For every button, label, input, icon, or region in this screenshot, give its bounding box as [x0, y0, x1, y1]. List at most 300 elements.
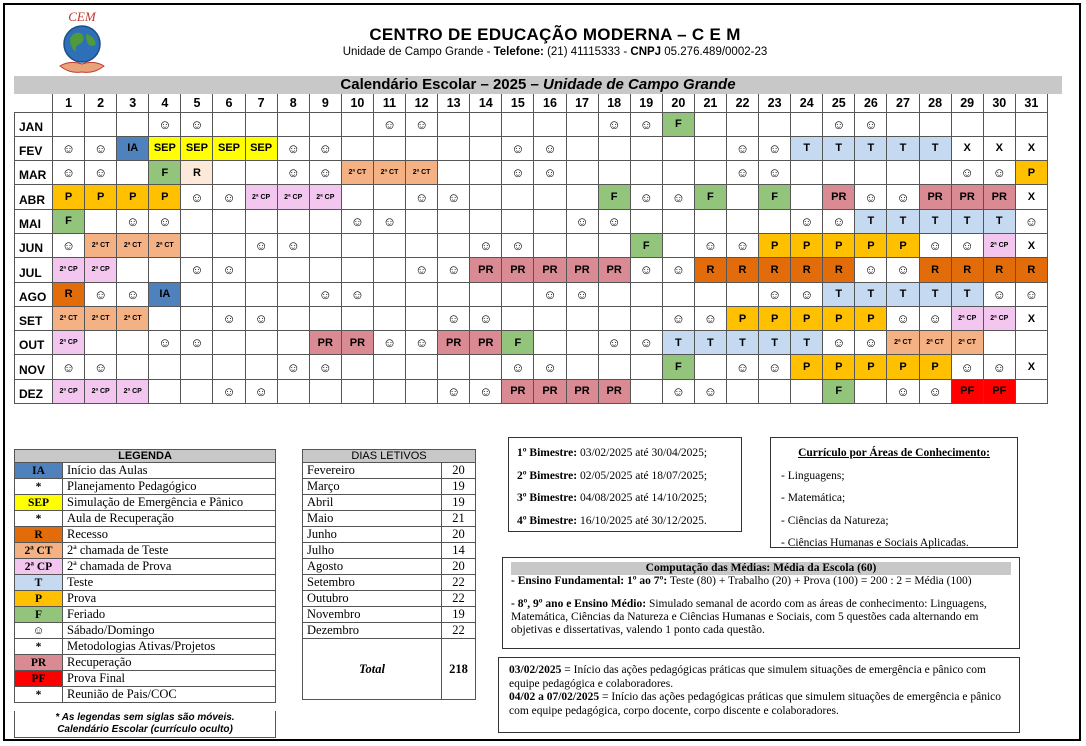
weekend-icon: ☺	[470, 306, 502, 330]
legend-label: Prova Final	[63, 671, 276, 687]
day-cell: P	[1015, 161, 1047, 185]
weekend-icon: ☺	[662, 379, 694, 403]
weekend-icon: ☺	[245, 306, 277, 330]
day-cell	[630, 306, 662, 330]
legend-label: Planejamento Pedagógico	[63, 479, 276, 495]
legend-row	[15, 575, 276, 591]
weekend-icon: ☺	[309, 282, 341, 306]
day-cell	[694, 112, 726, 136]
weekend-icon: ☺	[245, 233, 277, 257]
day-cell: PR	[919, 185, 951, 209]
days-month: Março	[303, 479, 442, 495]
weekend-icon: ☺	[630, 258, 662, 282]
day-cell: T	[694, 331, 726, 355]
day-cell	[406, 282, 438, 306]
weekend-icon: ☺	[823, 209, 855, 233]
day-cell	[598, 233, 630, 257]
day-cell	[502, 282, 534, 306]
day-cell	[759, 112, 791, 136]
day-cell: 2ª CT	[149, 233, 181, 257]
days-total-label: Total	[303, 639, 442, 700]
day-cell	[662, 233, 694, 257]
day-cell	[502, 185, 534, 209]
day-number: 31	[1015, 94, 1047, 112]
days-month: Fevereiro	[303, 463, 442, 479]
bimester-range: 04/08/2025 até 14/10/2025;	[577, 492, 708, 504]
day-cell: F	[53, 209, 85, 233]
day-cell: 2ª CT	[406, 161, 438, 185]
day-cell: 2ª CT	[85, 233, 117, 257]
day-cell: R	[759, 258, 791, 282]
day-cell: X	[951, 136, 983, 160]
day-cell	[406, 355, 438, 379]
day-cell: X	[983, 136, 1015, 160]
day-cell	[534, 209, 566, 233]
weekend-icon: ☺	[277, 161, 309, 185]
day-number: 14	[470, 94, 502, 112]
legend-label: Teste	[63, 575, 276, 591]
legend-code: 2ª CT	[15, 543, 63, 559]
day-cell: PR	[823, 185, 855, 209]
notes-box	[498, 657, 1020, 733]
day-cell	[341, 379, 373, 403]
weekend-icon: ☺	[502, 233, 534, 257]
day-number: 19	[630, 94, 662, 112]
weekend-icon: ☺	[406, 258, 438, 282]
day-cell	[470, 282, 502, 306]
month-row-nov	[15, 355, 1048, 379]
day-number: 17	[566, 94, 598, 112]
day-cell	[791, 112, 823, 136]
day-cell	[470, 185, 502, 209]
day-cell	[630, 136, 662, 160]
day-cell	[598, 136, 630, 160]
day-cell	[341, 355, 373, 379]
weekend-icon: ☺	[598, 331, 630, 355]
day-cell	[438, 112, 470, 136]
month-row-ago	[15, 282, 1048, 306]
days-count: 20	[442, 463, 476, 479]
legend-code: PF	[15, 671, 63, 687]
day-cell	[213, 161, 245, 185]
day-cell	[373, 282, 405, 306]
day-cell	[341, 112, 373, 136]
day-cell	[309, 379, 341, 403]
day-cell: SEP	[181, 136, 213, 160]
day-cell: 2ª CT	[919, 331, 951, 355]
day-cell	[85, 112, 117, 136]
day-cell	[245, 355, 277, 379]
weekend-icon: ☺	[1015, 282, 1047, 306]
day-cell	[85, 331, 117, 355]
weekend-icon: ☺	[951, 355, 983, 379]
day-cell	[373, 355, 405, 379]
day-cell	[438, 233, 470, 257]
month-label: DEZ	[15, 379, 53, 403]
day-cell	[406, 209, 438, 233]
day-number: 8	[277, 94, 309, 112]
day-cell: 2ª CT	[951, 331, 983, 355]
day-cell: 2ª CP	[53, 379, 85, 403]
month-label: FEV	[15, 136, 53, 160]
weekend-icon: ☺	[309, 161, 341, 185]
weekend-icon: ☺	[534, 136, 566, 160]
day-cell: F	[630, 233, 662, 257]
weekend-icon: ☺	[726, 161, 758, 185]
day-cell	[470, 209, 502, 233]
grades-medio: - 8º, 9º ano e Ensino Médio: Simulado semanal de acordo com as áreas de conhecimento: Linguagens, Matemática, Ciências da Natureza e Ciências Humanas e Sociais, com 5 questões cada alternando em objetivas e dissertativas, valendo 1 ponto cada questão.	[511, 598, 987, 636]
day-cell: 2ª CP	[309, 185, 341, 209]
day-cell: R	[181, 161, 213, 185]
day-cell: P	[759, 306, 791, 330]
day-cell: SEP	[213, 136, 245, 160]
day-cell: R	[823, 258, 855, 282]
day-cell	[566, 233, 598, 257]
day-cell: T	[919, 209, 951, 233]
weekend-icon: ☺	[759, 161, 791, 185]
days-row	[303, 591, 476, 607]
day-header-row	[15, 94, 1048, 112]
day-cell: T	[887, 282, 919, 306]
weekend-icon: ☺	[15, 623, 63, 639]
day-cell	[373, 258, 405, 282]
legend-code: PR	[15, 655, 63, 671]
day-cell	[887, 161, 919, 185]
day-number: 22	[726, 94, 758, 112]
curriculum-item: - Ciências Humanas e Sociais Aplicadas.	[781, 537, 969, 549]
day-cell	[181, 355, 213, 379]
month-row-abr	[15, 185, 1048, 209]
day-cell	[277, 209, 309, 233]
curriculum-item: - Matemática;	[781, 492, 846, 504]
weekend-icon: ☺	[373, 112, 405, 136]
days-count: 19	[442, 479, 476, 495]
weekend-icon: ☺	[598, 112, 630, 136]
day-cell: 2ª CT	[53, 306, 85, 330]
day-cell: 2ª CP	[245, 185, 277, 209]
weekend-icon: ☺	[438, 306, 470, 330]
day-cell	[438, 282, 470, 306]
weekend-icon: ☺	[213, 379, 245, 403]
weekend-icon: ☺	[309, 136, 341, 160]
curriculum-item: - Linguagens;	[781, 469, 845, 482]
weekend-icon: ☺	[759, 355, 791, 379]
day-cell: 2ª CP	[951, 306, 983, 330]
day-cell: P	[791, 355, 823, 379]
day-cell: P	[855, 355, 887, 379]
day-cell	[309, 306, 341, 330]
days-row	[303, 607, 476, 623]
day-number: 30	[983, 94, 1015, 112]
legend-row	[15, 591, 276, 607]
grades-box	[502, 557, 1020, 649]
days-month: Novembro	[303, 607, 442, 623]
weekend-icon: ☺	[502, 161, 534, 185]
day-cell	[117, 258, 149, 282]
legend-code: SEP	[15, 495, 63, 511]
day-cell	[919, 112, 951, 136]
weekend-icon: ☺	[53, 161, 85, 185]
day-cell: P	[823, 355, 855, 379]
days-count: 14	[442, 543, 476, 559]
weekend-icon: ☺	[694, 306, 726, 330]
day-number: 25	[823, 94, 855, 112]
day-cell: PR	[598, 379, 630, 403]
day-cell: R	[726, 258, 758, 282]
day-cell	[502, 209, 534, 233]
legend-row	[15, 687, 276, 703]
day-cell: 2ª CP	[117, 379, 149, 403]
day-number: 10	[341, 94, 373, 112]
days-count: 22	[442, 591, 476, 607]
day-cell: T	[855, 136, 887, 160]
weekend-icon: ☺	[726, 136, 758, 160]
bimester-label: 2º Bimestre:	[517, 469, 578, 482]
legend-note: * As legendas sem siglas são móveis. Calendário Escolar (currículo oculto)	[14, 711, 276, 738]
day-cell	[823, 161, 855, 185]
day-cell: 2ª CP	[53, 258, 85, 282]
day-cell	[726, 282, 758, 306]
day-cell: T	[662, 331, 694, 355]
weekend-icon: ☺	[53, 136, 85, 160]
day-cell: P	[726, 306, 758, 330]
day-cell	[534, 233, 566, 257]
day-cell: PF	[951, 379, 983, 403]
day-cell	[181, 282, 213, 306]
day-cell	[373, 379, 405, 403]
day-cell	[213, 233, 245, 257]
day-cell	[791, 185, 823, 209]
weekend-icon: ☺	[1015, 209, 1047, 233]
legend-code: F	[15, 607, 63, 623]
days-row	[303, 463, 476, 479]
day-cell: P	[759, 233, 791, 257]
day-cell	[726, 112, 758, 136]
day-cell: PR	[309, 331, 341, 355]
legend-row	[15, 543, 276, 559]
day-cell: T	[951, 209, 983, 233]
legend-code: *	[15, 479, 63, 495]
day-cell: R	[983, 258, 1015, 282]
days-row	[303, 543, 476, 559]
weekend-icon: ☺	[823, 331, 855, 355]
day-cell: F	[149, 161, 181, 185]
legend-code: P	[15, 591, 63, 607]
legend-code: *	[15, 511, 63, 527]
bimester-label: 1º Bimestre:	[517, 447, 578, 459]
day-cell	[855, 379, 887, 403]
day-cell: 2ª CP	[85, 258, 117, 282]
weekend-icon: ☺	[983, 282, 1015, 306]
bimester-line	[517, 465, 733, 488]
day-number: 21	[694, 94, 726, 112]
day-cell	[438, 355, 470, 379]
day-cell	[598, 161, 630, 185]
month-row-dez	[15, 379, 1048, 403]
day-cell: T	[887, 209, 919, 233]
weekend-icon: ☺	[919, 233, 951, 257]
day-number: 28	[919, 94, 951, 112]
day-cell: T	[951, 282, 983, 306]
month-row-fev	[15, 136, 1048, 160]
weekend-icon: ☺	[887, 306, 919, 330]
day-cell	[470, 136, 502, 160]
weekend-icon: ☺	[566, 282, 598, 306]
day-cell: F	[662, 112, 694, 136]
day-cell	[694, 161, 726, 185]
day-cell: P	[823, 306, 855, 330]
weekend-icon: ☺	[181, 112, 213, 136]
day-cell: X	[1015, 233, 1047, 257]
day-cell: R	[791, 258, 823, 282]
day-cell	[694, 209, 726, 233]
day-cell	[983, 112, 1015, 136]
legend-label: Recesso	[63, 527, 276, 543]
day-number: 18	[598, 94, 630, 112]
day-cell	[85, 209, 117, 233]
month-row-out	[15, 331, 1048, 355]
day-cell	[213, 209, 245, 233]
day-number: 5	[181, 94, 213, 112]
legend-code: *	[15, 639, 63, 655]
bimesters-box	[508, 437, 742, 532]
day-cell	[245, 258, 277, 282]
day-number: 16	[534, 94, 566, 112]
grades-title: Computação das Médias: Média da Escola (60)	[511, 562, 1011, 575]
curriculum-item: - Ciências da Natureza;	[781, 514, 889, 527]
weekend-icon: ☺	[53, 355, 85, 379]
day-cell	[406, 306, 438, 330]
weekend-icon: ☺	[181, 331, 213, 355]
days-total-value: 218	[442, 639, 476, 700]
days-row	[303, 559, 476, 575]
days-month: Outubro	[303, 591, 442, 607]
weekend-icon: ☺	[662, 185, 694, 209]
legend-row	[15, 463, 276, 479]
day-cell: R	[919, 258, 951, 282]
day-cell	[1015, 331, 1047, 355]
day-cell: T	[919, 282, 951, 306]
days-month: Dezembro	[303, 623, 442, 639]
day-cell	[309, 209, 341, 233]
day-cell: P	[887, 233, 919, 257]
weekend-icon: ☺	[213, 258, 245, 282]
weekend-icon: ☺	[726, 233, 758, 257]
days-month: Abril	[303, 495, 442, 511]
day-cell	[309, 233, 341, 257]
day-cell: T	[759, 331, 791, 355]
day-cell	[855, 161, 887, 185]
days-count: 20	[442, 527, 476, 543]
day-cell	[566, 306, 598, 330]
day-cell: IA	[117, 136, 149, 160]
day-cell: 2ª CP	[53, 331, 85, 355]
weekend-icon: ☺	[117, 209, 149, 233]
days-row	[303, 623, 476, 639]
weekend-icon: ☺	[887, 379, 919, 403]
weekend-icon: ☺	[759, 282, 791, 306]
day-cell: P	[791, 306, 823, 330]
day-cell: X	[1015, 136, 1047, 160]
weekend-icon: ☺	[149, 331, 181, 355]
weekend-icon: ☺	[534, 355, 566, 379]
month-label: JUL	[15, 258, 53, 282]
weekend-icon: ☺	[85, 355, 117, 379]
day-cell	[277, 112, 309, 136]
legend-row	[15, 559, 276, 575]
day-cell	[630, 161, 662, 185]
day-cell: P	[855, 233, 887, 257]
weekend-icon: ☺	[887, 185, 919, 209]
day-cell	[791, 161, 823, 185]
note-1: 03/02/2025 = Início das ações pedagógicas práticas que simulem situações de emergência e pânico com equipe pedagógica e colaboradores.	[509, 664, 986, 690]
days-title: DIAS LETIVOS	[303, 450, 476, 463]
day-cell	[245, 209, 277, 233]
weekend-icon: ☺	[887, 258, 919, 282]
day-cell	[598, 306, 630, 330]
day-cell	[694, 282, 726, 306]
month-row-set	[15, 306, 1048, 330]
day-cell	[726, 185, 758, 209]
day-cell	[470, 161, 502, 185]
day-cell	[213, 355, 245, 379]
weekend-icon: ☺	[438, 185, 470, 209]
day-cell: P	[53, 185, 85, 209]
day-cell	[566, 136, 598, 160]
legend-label: 2ª chamada de Teste	[63, 543, 276, 559]
weekend-icon: ☺	[598, 209, 630, 233]
day-cell	[213, 331, 245, 355]
day-cell	[181, 379, 213, 403]
day-cell: PR	[341, 331, 373, 355]
legend-code: T	[15, 575, 63, 591]
weekend-icon: ☺	[919, 379, 951, 403]
day-cell	[759, 209, 791, 233]
day-cell	[181, 233, 213, 257]
month-row-jun	[15, 233, 1048, 257]
days-row	[303, 575, 476, 591]
day-cell	[662, 282, 694, 306]
day-cell: T	[855, 209, 887, 233]
bimester-range: 02/05/2025 até 18/07/2025;	[577, 469, 708, 482]
day-cell: PR	[470, 258, 502, 282]
month-row-jul	[15, 258, 1048, 282]
day-cell	[566, 331, 598, 355]
weekend-icon: ☺	[951, 161, 983, 185]
day-number: 2	[85, 94, 117, 112]
day-cell	[791, 379, 823, 403]
day-cell	[566, 112, 598, 136]
day-cell: PR	[534, 379, 566, 403]
day-cell: F	[502, 331, 534, 355]
day-cell	[983, 331, 1015, 355]
day-cell	[277, 258, 309, 282]
legend-row	[15, 623, 276, 639]
day-cell: P	[85, 185, 117, 209]
day-cell	[341, 233, 373, 257]
weekend-icon: ☺	[919, 306, 951, 330]
day-number: 20	[662, 94, 694, 112]
day-cell: R	[53, 282, 85, 306]
day-number: 9	[309, 94, 341, 112]
days-month: Setembro	[303, 575, 442, 591]
weekend-icon: ☺	[85, 136, 117, 160]
weekend-icon: ☺	[277, 233, 309, 257]
bimester-line	[517, 487, 733, 510]
legend-code: *	[15, 687, 63, 703]
day-cell	[309, 112, 341, 136]
month-label: NOV	[15, 355, 53, 379]
